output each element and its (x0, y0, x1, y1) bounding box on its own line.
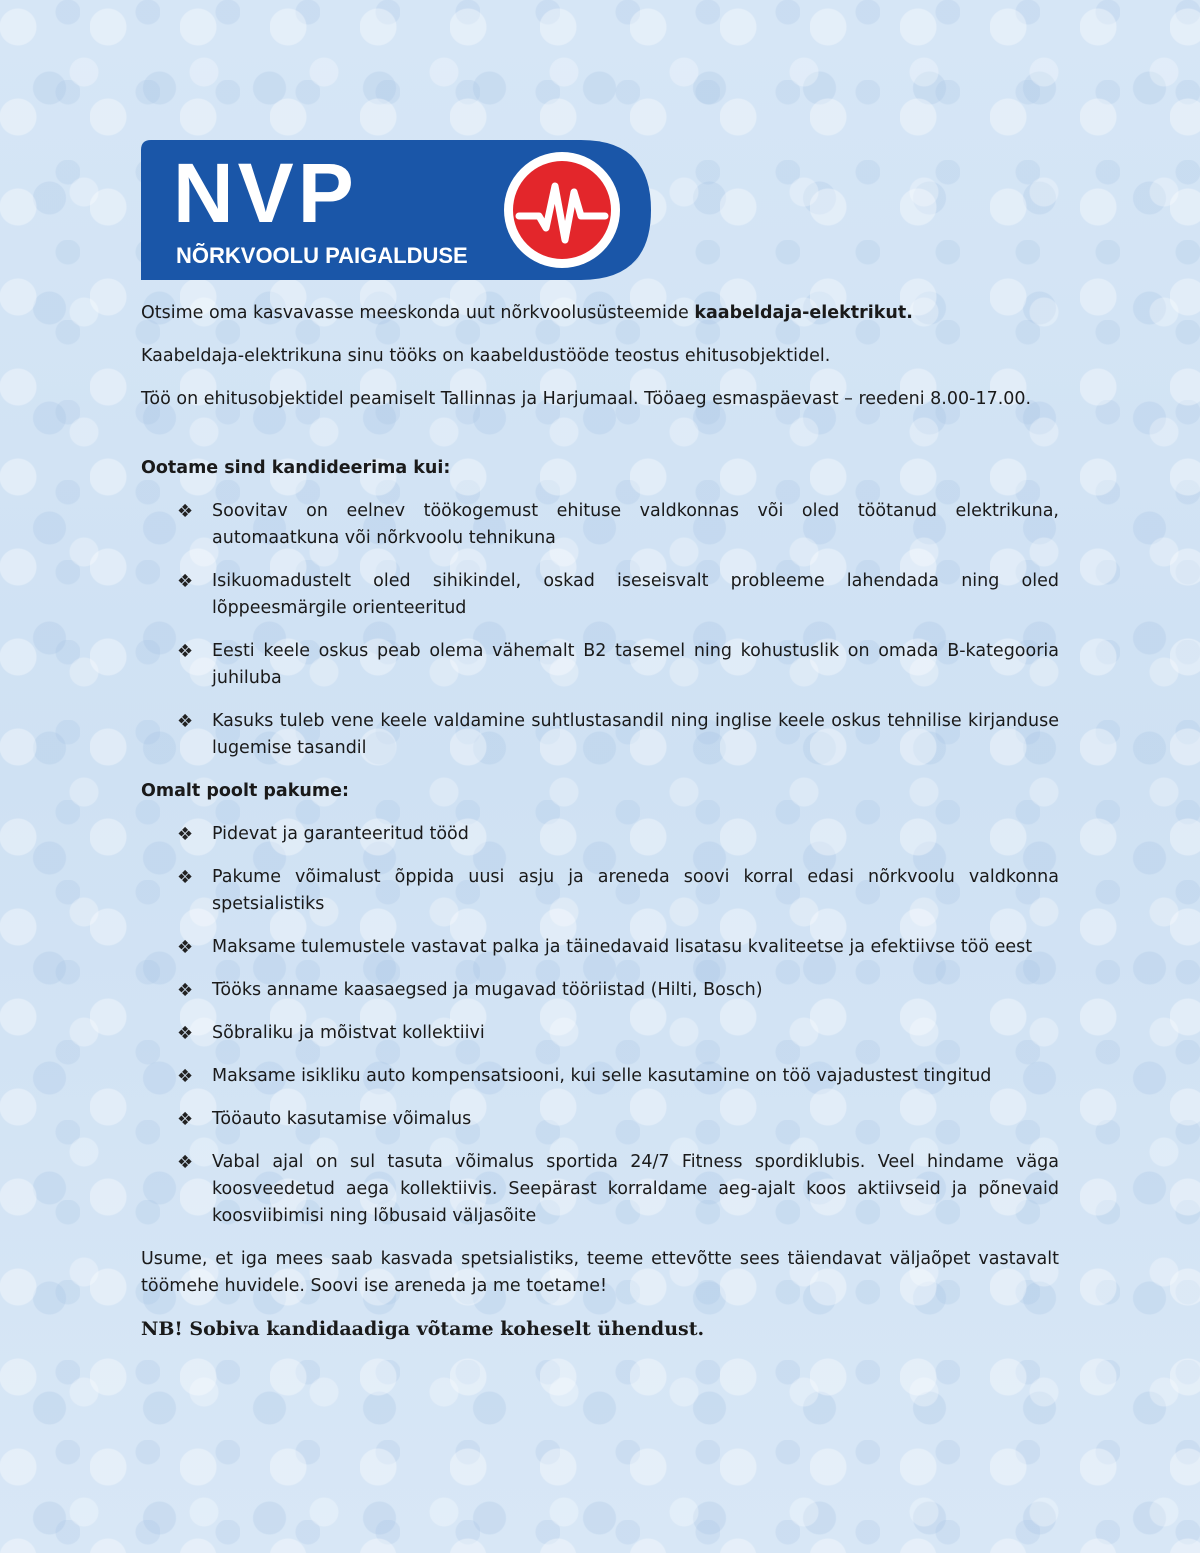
list-item: ❖ Pidevat ja garanteeritud tööd (141, 821, 1059, 848)
list-item: ❖ Pakume võimalust õppida uusi asju ja areneda soovi korral edasi nõrkvoolu valdkonna spetsialistiks (141, 864, 1059, 918)
diamond-cluster-icon: ❖ (177, 1023, 194, 1044)
job-title-bold: kaabeldaja-elektrikut. (694, 303, 913, 323)
list-item: ❖ Soovitav on eelnev töökogemust ehituse valdkonnas või oled töötanud elektrikuna, automaatkuna või nõrkvoolu tehnikuna (141, 498, 1059, 552)
list-item: ❖ Isikuomadustelt oled sihikindel, oskad iseseisvalt probleeme lahendada ning oled lõppeesmärgile orienteeritud (141, 568, 1059, 622)
nb-notice: NB! Sobiva kandidaadiga võtame koheselt ühendust. (141, 1318, 705, 1340)
job-ad-page (141, 140, 1059, 1359)
list-item: ❖ Tööauto kasutamise võimalus (141, 1106, 1059, 1133)
logo-subtitle-text: NÕRKVOOLU PAIGALDUSE (176, 243, 468, 268)
diamond-cluster-icon: ❖ (177, 980, 194, 1001)
diamond-cluster-icon: ❖ (177, 1109, 194, 1130)
list-item: ❖ Maksame tulemustele vastavat palka ja täinedavaid lisatasu kvaliteetse ja efektiivse töö eest (141, 934, 1059, 961)
diamond-cluster-icon: ❖ (177, 1152, 194, 1173)
logo-brand-text: NVP (173, 146, 358, 240)
offer-list (141, 821, 1059, 1230)
requirements-list (141, 498, 1059, 762)
heartbeat-icon (504, 152, 620, 268)
diamond-cluster-icon: ❖ (177, 867, 194, 888)
list-item: ❖ Sõbraliku ja mõistvat kollektiivi (141, 1020, 1059, 1047)
list-item: ❖ Vabal ajal on sul tasuta võimalus sportida 24/7 Fitness spordiklubis. Veel hindame väga koosveedetud aega kollektiivis. Seepärast korraldame aeg-ajalt koos aktiivseid ja põnevaid koosviibimisi ning lõbusaid väljasõite (141, 1149, 1059, 1230)
closing-paragraph: Usume, et iga mees saab kasvada spetsialistiks, teeme ettevõtte sees täiendavat väljaõpet vastavalt töömehe huvidele. Soovi ise areneda ja me toetame! (141, 1249, 1059, 1296)
diamond-cluster-icon: ❖ (177, 641, 194, 662)
diamond-cluster-icon: ❖ (177, 571, 194, 592)
diamond-cluster-icon: ❖ (177, 501, 194, 522)
diamond-cluster-icon: ❖ (177, 711, 194, 732)
diamond-cluster-icon: ❖ (177, 1066, 194, 1087)
job-ad-content (141, 300, 1059, 1343)
nvp-logo (141, 140, 651, 280)
intro-line-2: Kaabeldaja-elektrikuna sinu tööks on kaabeldustööde teostus ehitusobjektidel. (141, 346, 831, 366)
requirements-title: Ootame sind kandideerima kui: (141, 458, 451, 478)
list-item: ❖ Eesti keele oskus peab olema vähemalt B2 tasemel ning kohustuslik on omada B-kategooria juhiluba (141, 638, 1059, 692)
diamond-cluster-icon: ❖ (177, 824, 194, 845)
diamond-cluster-icon: ❖ (177, 937, 194, 958)
intro-line-3: Töö on ehitusobjektidel peamiselt Tallinnas ja Harjumaal. Tööaeg esmaspäevast – reedeni 8.00-17.00. (141, 389, 1032, 409)
intro-line-1: Otsime oma kasvavasse meeskonda uut nõrkvoolusüsteemide kaabeldaja-elektrikut. (141, 303, 913, 323)
offer-title: Omalt poolt pakume: (141, 781, 349, 801)
list-item: ❖ Kasuks tuleb vene keele valdamine suhtlustasandil ning inglise keele oskus tehnilise kirjanduse lugemise tasandil (141, 708, 1059, 762)
list-item: ❖ Maksame isikliku auto kompensatsiooni, kui selle kasutamine on töö vajadustest tingitud (141, 1063, 1059, 1090)
list-item: ❖ Tööks anname kaasaegsed ja mugavad tööriistad (Hilti, Bosch) (141, 977, 1059, 1004)
